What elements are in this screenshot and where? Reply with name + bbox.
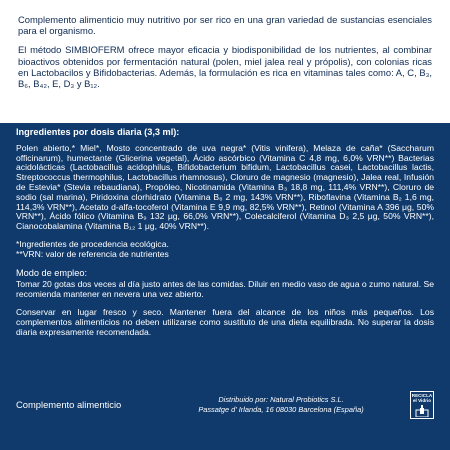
recycle-label: RECICLA el Vidrio bbox=[411, 393, 433, 403]
distributor-name: Distribuido por: Natural Probiotics S.L. bbox=[218, 395, 344, 404]
ingredients-title: Ingredientes por dosis diaria (3,3 ml): bbox=[16, 127, 180, 137]
footnote-ecological: *Ingredientes de procedencia ecológica. bbox=[16, 238, 169, 249]
storage-text: Conservar en lugar fresco y seco. Mantener fuera del alcance de los niños más pequeños. Los complementos alimenticios no deben utilizarse como sustituto de una dieta equilibrada. No superar la dosis diaria expresamente recomendada. bbox=[16, 306, 434, 337]
glass-recycling-bin-icon bbox=[410, 391, 434, 419]
info-section bbox=[0, 123, 450, 450]
usage-text: Tomar 20 gotas dos veces al día justo antes de las comidas. Diluir en medio vaso de agua o zumo natural. Se recomienda mantener en nevera una vez abierto. bbox=[16, 279, 434, 300]
label-footer bbox=[16, 385, 434, 425]
distributor-address: Passatge d' Irlanda, 16 08030 Barcelona (España) bbox=[198, 404, 364, 414]
usage-title: Modo de empleo: bbox=[16, 267, 87, 278]
ingredients-text: Polen abierto,* Miel*, Mosto concentrado de uva negra* (Vitis vinifera), Melaza de caña* (Saccharum officinarum), humectante (Glicerina vegetal), Ácido ascórbico (Vitamina C 4,8 mg, 6,0% VRN**) Bacterias acidolácticas (Lactobacillus acidophilus, Bifidobacterium bifidum, Lactobacillus casei, Lactobacillus lactis, Streptococcus thermophilus, Lactobacillus rhamnosus), Cloruro de magnesio (magnesio), Jalea real, Infusión de Estevia* (Stevia rebaudiana), Propóleo, Nicotinamida (Vitamina B₃ 18,8 mg, 111,4% VRN**), Cloruro de sodio (sal marina), Piridoxina clorhidrato (Vitamina B₆ 2 mg, 143% VRN**), Riboflavina (Vitamina B₂ 1,6 mg, 114,3% VRN**), Acetato d-alfa-tocoferol (Vitamina E 9,9 mg, 82,5% VRN**), Retinol (Vitamina A 396 μg, 50% VRN**), Ácido fólico (Vitamina B₉ 132 μg, 66,0% VRN**), Colecalciferol (Vitamina D₃ 2,5 μg, 50% VRN**), Cianocobalamina (Vitamina B₁₂ 1 μg, 40% VRN**). bbox=[16, 142, 434, 232]
distributor-info bbox=[166, 395, 396, 414]
intro-section bbox=[0, 0, 450, 123]
footnote-vrn: **VRN: valor de referencia de nutrientes bbox=[16, 248, 169, 259]
product-type: Complemento alimenticio bbox=[16, 399, 122, 410]
intro-paragraph-1: Complemento alimenticio muy nutritivo por ser rico en una gran variedad de sustancias esenciales para el organismo. bbox=[18, 14, 432, 37]
bottle-in-bin-icon bbox=[415, 405, 429, 417]
intro-paragraph-2: El método SIMBIOFERM ofrece mayor eficacia y biodisponibilidad de los nutrientes, al combinar bioactivos obtenidos por fermentación natural (polen, miel jalea real y própolis), con colonias ricas en Lactobacilos y Bifidobacterias. Además, la formulación es rica en vitaminas tales como: A, C, B₃, B₆, B₄₂, E, D₃ y B₁₂. bbox=[18, 44, 432, 90]
